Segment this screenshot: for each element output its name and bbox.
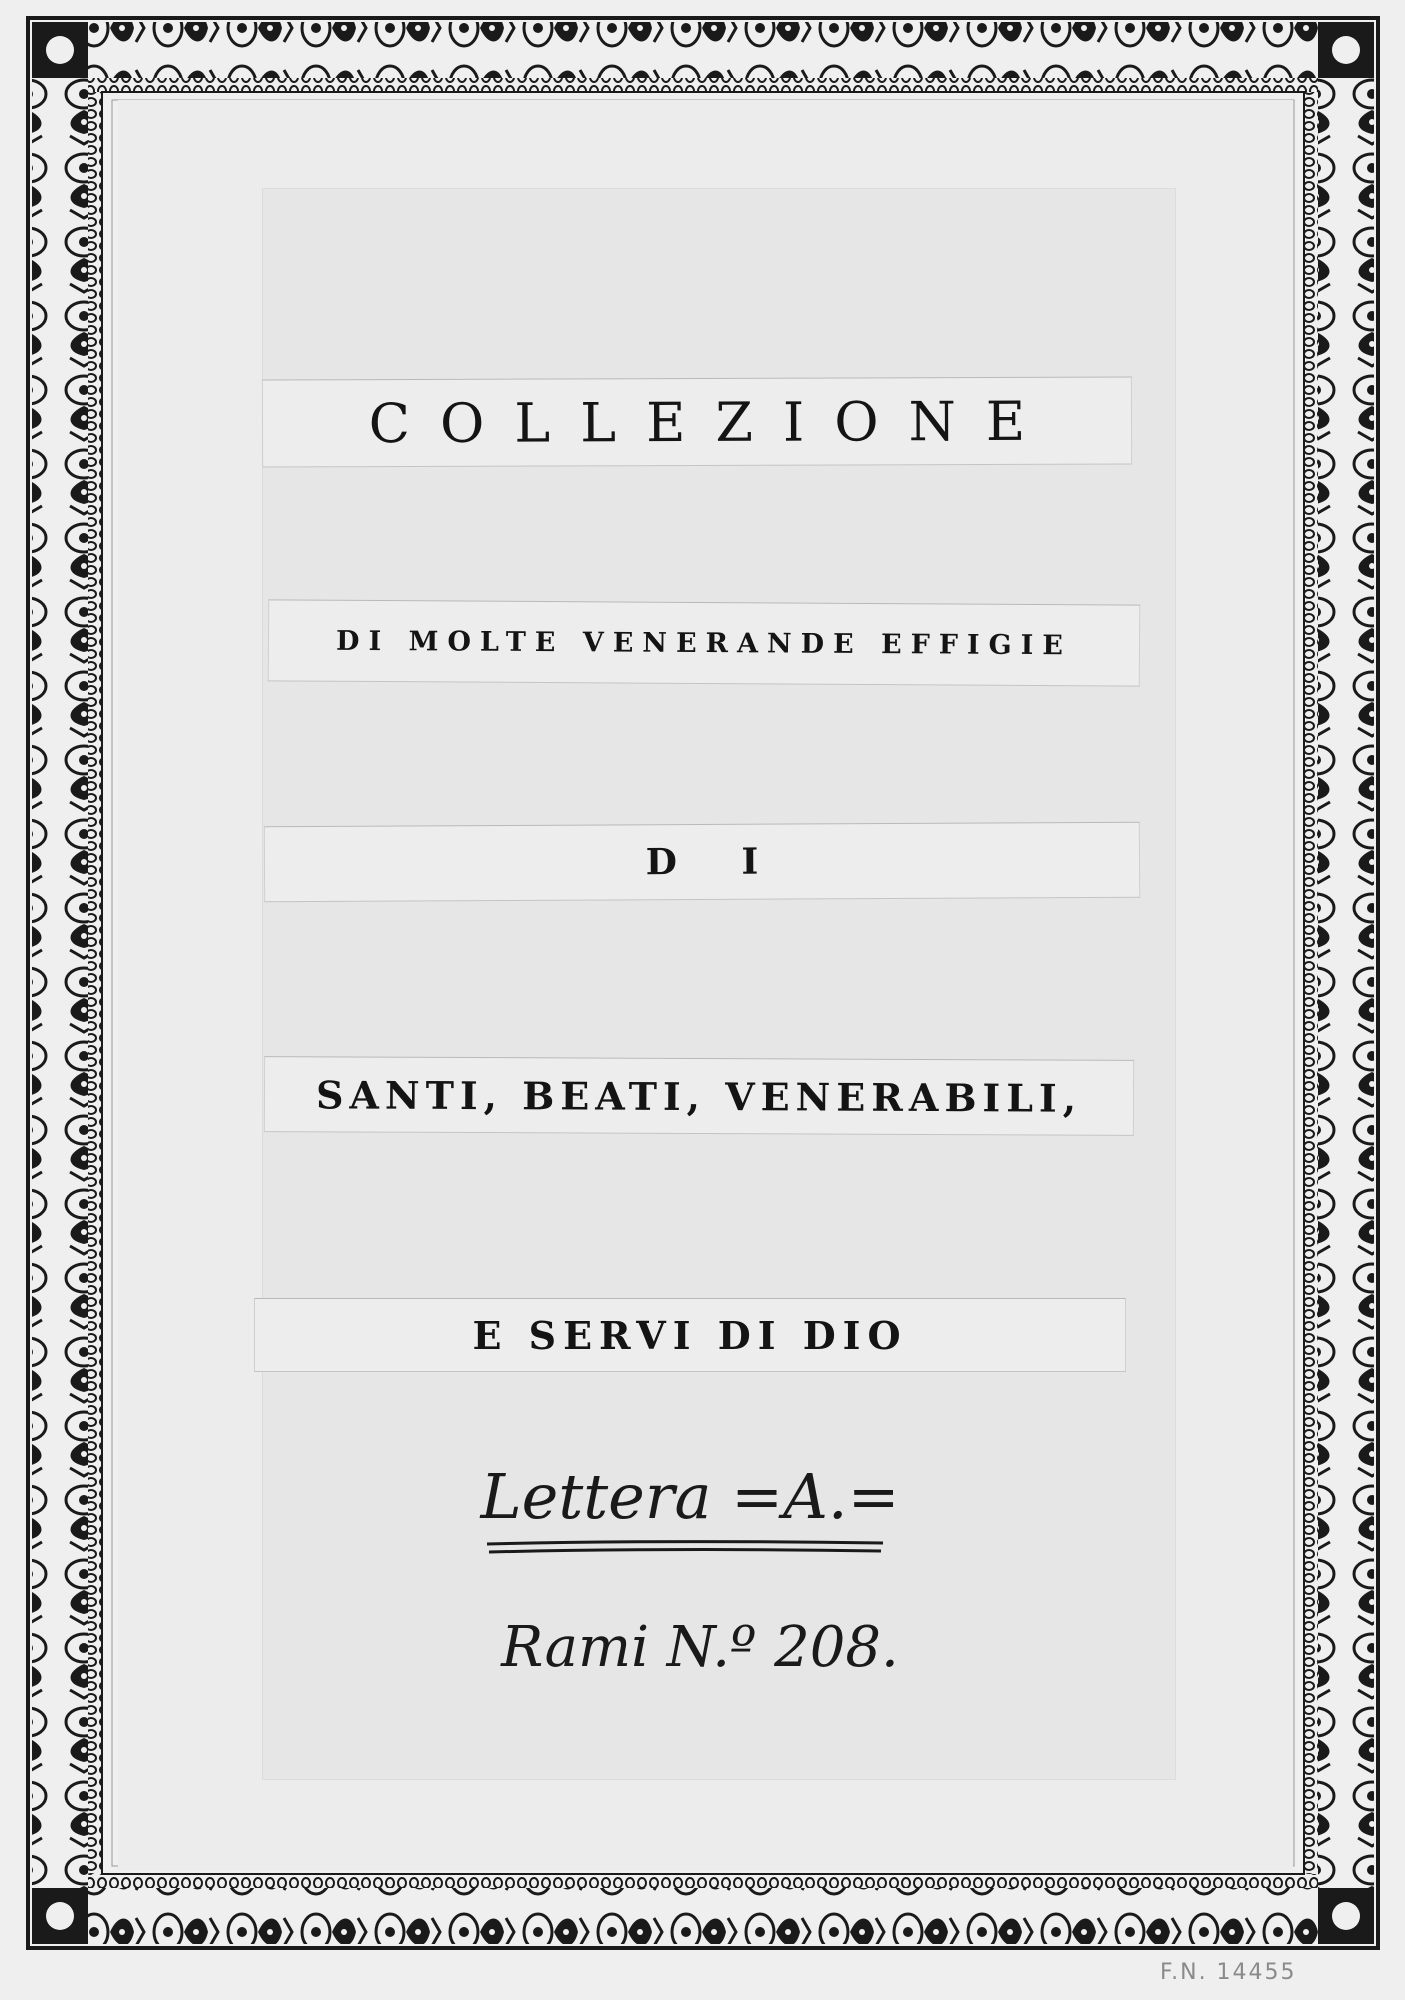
title-effigie: DI MOLTE VENERANDE EFFIGIE (336, 625, 1072, 661)
title-strip-di (264, 822, 1140, 903)
handwritten-plates-count: Rami N.º 208. (501, 1615, 899, 1680)
shelfmark: F.N. 14455 (1160, 1960, 1297, 1985)
double-underline (485, 1538, 885, 1558)
title-collezione: COLLEZIONE (368, 389, 1056, 455)
handwritten-letter-label: Lettera =A.= (480, 1460, 900, 1533)
title-santi: SANTI, BEATI, VENERABILI, (315, 1071, 1083, 1121)
title-strip-effigie (268, 599, 1140, 686)
title-strip-santi (264, 1056, 1134, 1136)
title-servi: E SERVI DI DIO (472, 1312, 908, 1358)
title-strip-servi (254, 1298, 1126, 1372)
title-strip-collezione (262, 376, 1132, 467)
title-di: D I (645, 840, 785, 884)
